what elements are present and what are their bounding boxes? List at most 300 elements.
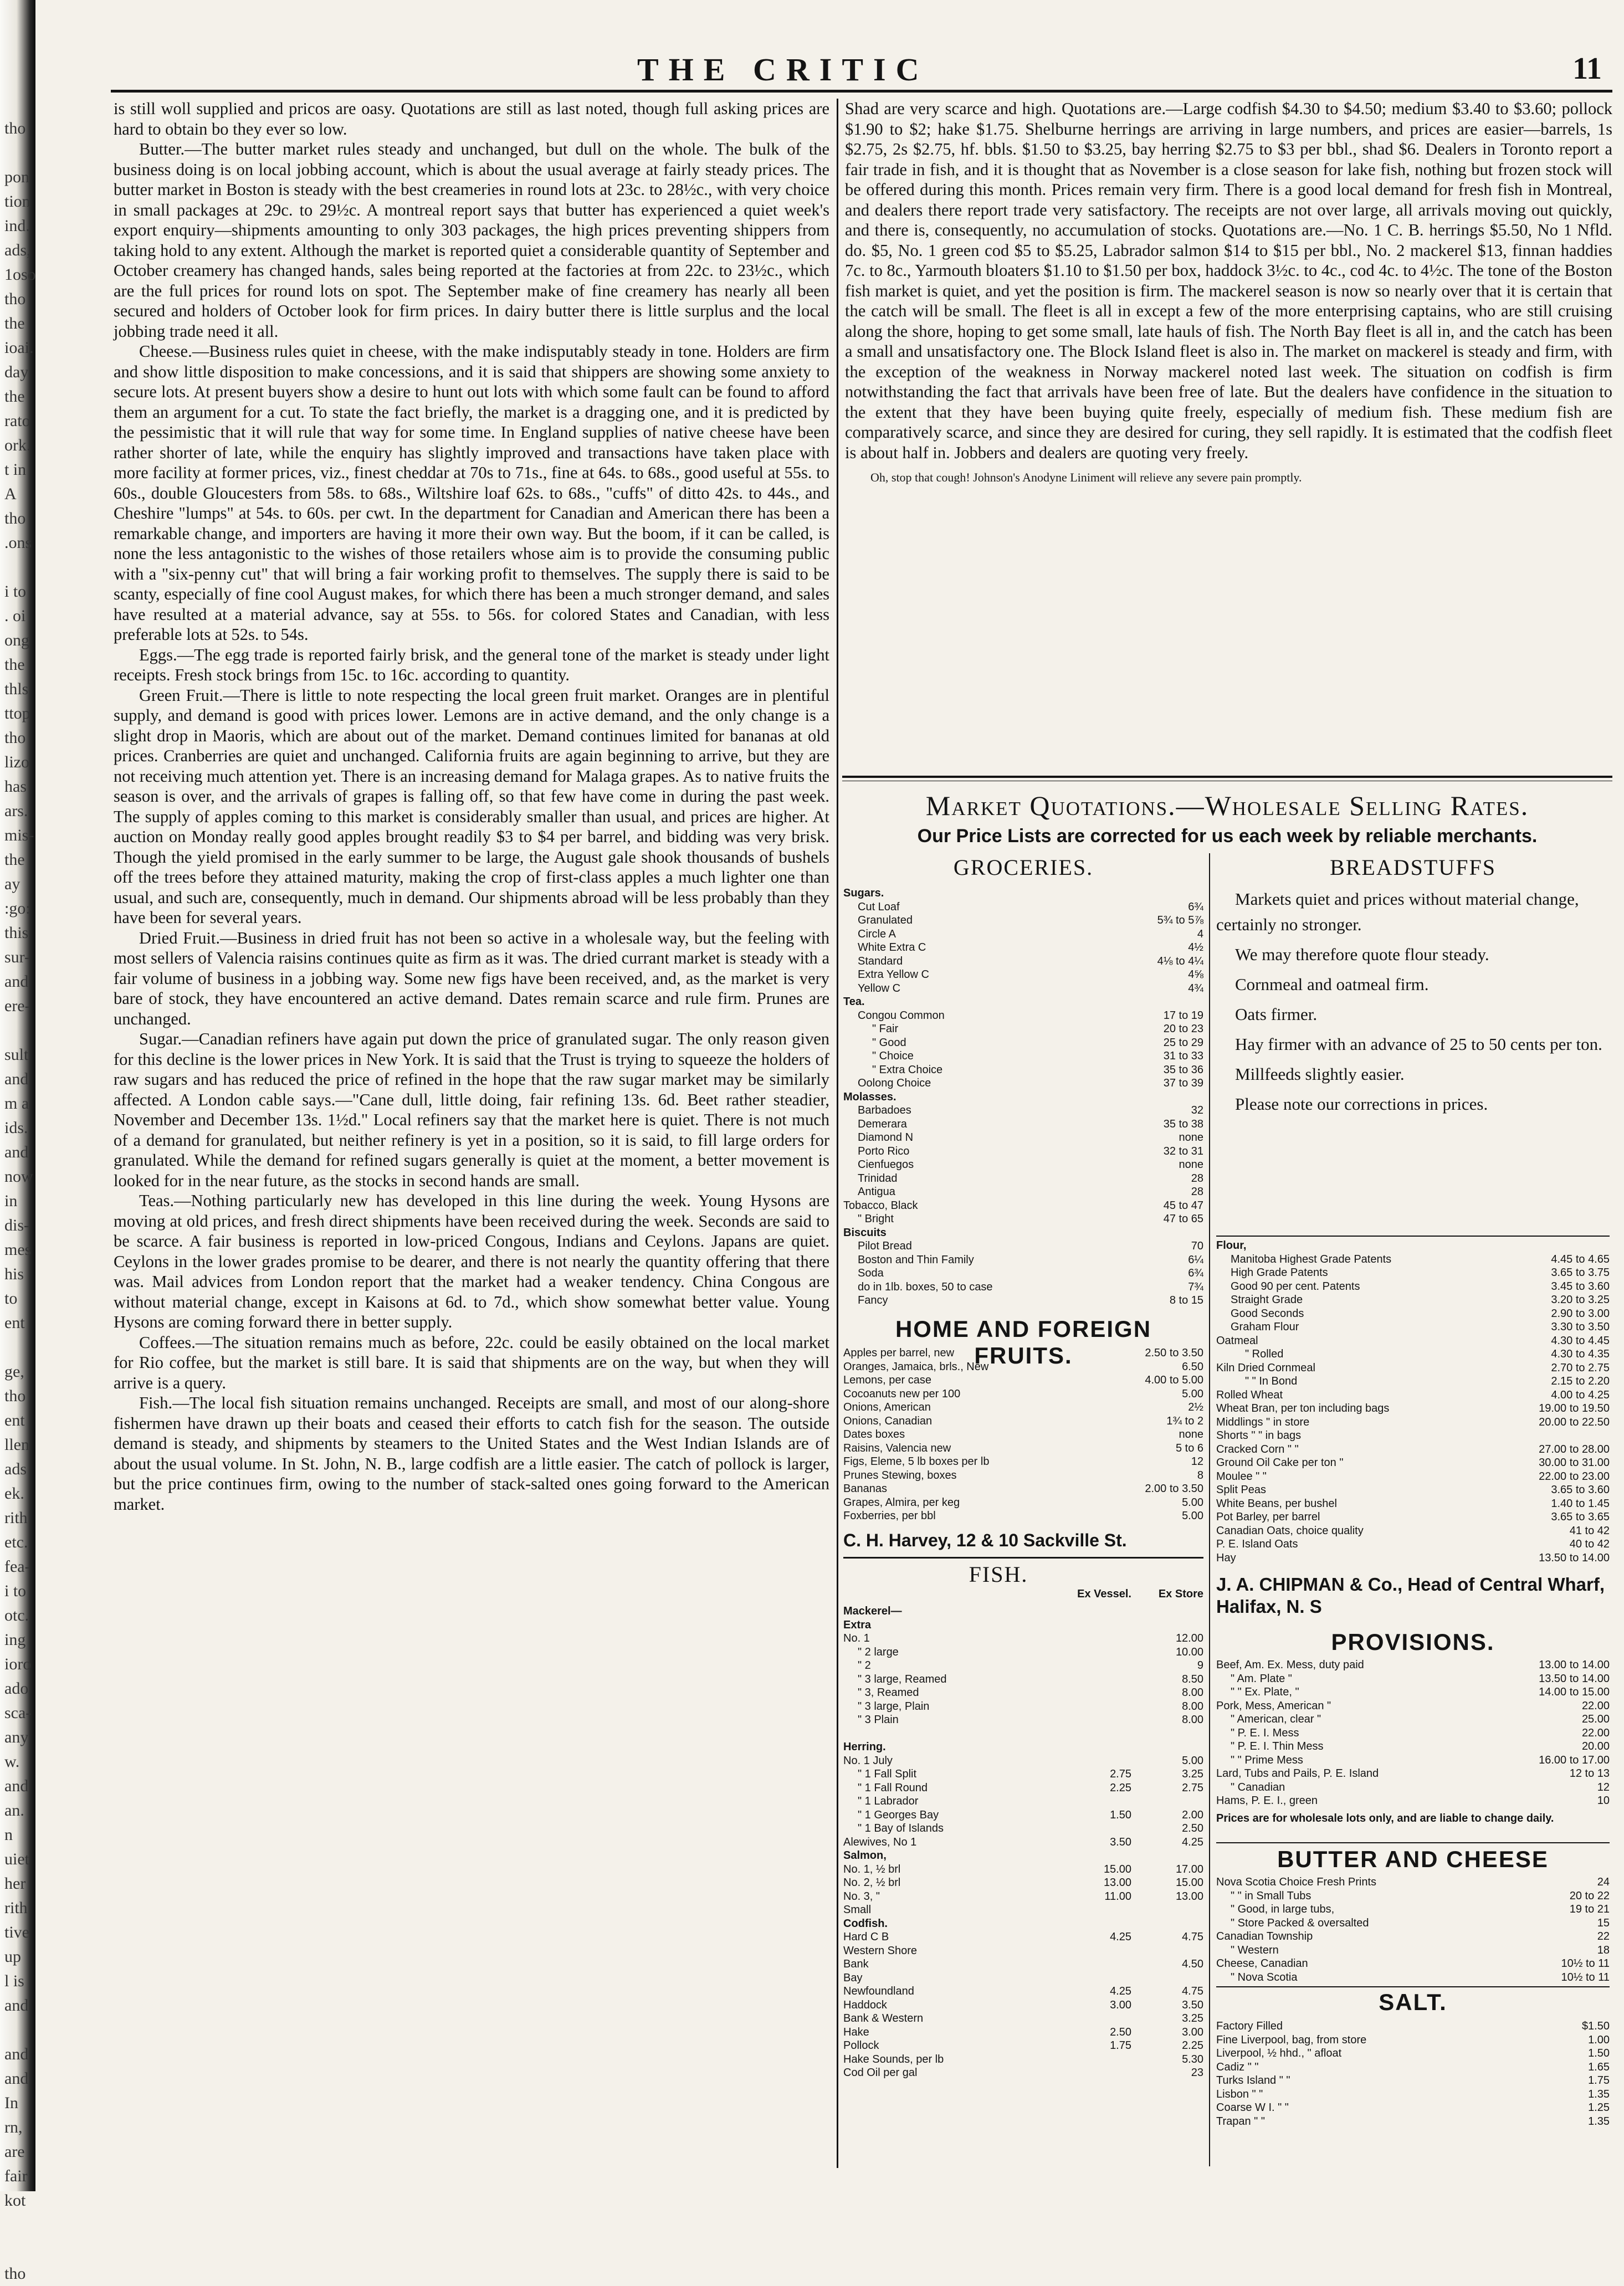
price-item: " " Ex. Plate, " <box>1231 1686 1299 1698</box>
price-item: Circle A <box>858 927 896 940</box>
price-value: 45 to 47 <box>1163 1199 1203 1212</box>
price-item: Extra Yellow C <box>858 968 929 981</box>
breadstuffs-note: Millfeeds slightly easier. <box>1235 1064 1405 1084</box>
header-rule <box>111 90 1612 93</box>
price-row <box>843 955 1203 968</box>
bleed-word: In <box>4 2094 18 2112</box>
price-item: " Am. Plate " <box>1231 1672 1292 1685</box>
price-item: Demerara <box>858 1118 907 1130</box>
price-row <box>843 1212 1203 1226</box>
page-number: 11 <box>1572 52 1602 86</box>
bleed-word: n <box>4 1826 13 1844</box>
price-row <box>1216 1429 1610 1443</box>
price-value: 18 <box>1597 1944 1610 1956</box>
price-row <box>843 1428 1203 1442</box>
price-vessel: 11.00 <box>1104 1890 1131 1903</box>
price-row <box>843 1795 1203 1808</box>
price-row <box>843 1767 1203 1781</box>
price-item: Herring. <box>843 1741 886 1753</box>
price-row <box>843 1414 1203 1428</box>
price-item: do in 1lb. boxes, 50 to case <box>858 1280 993 1293</box>
provisions-note: Prices are for wholesale lots only, and are liable to change daily. <box>1216 1812 1554 1824</box>
price-row <box>1216 1699 1610 1713</box>
report-paragraph: Green Fruit.—There is little to note respecting the local green fruit market. Oranges are in plentiful supply, and demand is good with prices lower. Lemons are in active demand, and the only change is a slight drop in Maoris, which are about out of the market. Demand continues limited for bananas at old prices. Cranberries are quiet and unchanged. California fruits are again beginning to arrive, but they are not receiving much attention yet. There is an increasing demand for Malaga grapes. As to native fruits the season is over, and the arrivals of grapes is falling off, so that few have come in during the past week. The supply of apples coming to this market is considerably smaller than usual, and prices are higher. At auction on Monday really good apples brought readily $3 to $4 per barrel, and bidding was very brisk. Though the yield promised in the early summer to be large, the August gale shook thousands of bushels off the trees before they attained maturity, making the crop of first-class apples a much lighter one than usual, and such are, consequently, much in demand. Our shipments abroad will be less probably than they have been for several years. <box>114 685 829 927</box>
price-store: 4.75 <box>1182 1985 1203 1997</box>
breadstuffs-note: Hay firmer with an advance of 25 to 50 cents per ton. <box>1235 1034 1602 1054</box>
price-row <box>843 1009 1203 1023</box>
price-vessel <box>1059 1605 1131 1618</box>
price-row <box>843 1401 1203 1414</box>
price-value: 5¾ to 5⅞ <box>1157 914 1203 926</box>
price-value: 4⅝ <box>1188 968 1203 981</box>
price-row <box>1216 1443 1610 1457</box>
price-row <box>1216 1781 1610 1795</box>
price-item: Haddock <box>843 1998 887 2011</box>
price-value: 1¾ to 2 <box>1166 1414 1203 1427</box>
price-value: 22.00 <box>1581 1699 1610 1712</box>
price-store: 3.25 <box>1182 2012 1203 2024</box>
price-value: 3.45 to 3.60 <box>1551 1280 1610 1293</box>
bleed-word <box>4 1335 71 1360</box>
price-store: 2.00 <box>1182 1808 1203 1821</box>
price-value: 2.70 to 2.75 <box>1551 1361 1610 1374</box>
price-value: 4.00 to 5.00 <box>1145 1374 1203 1386</box>
price-value: none <box>1179 1159 1203 1171</box>
price-row <box>843 1944 1203 1958</box>
price-row <box>843 1049 1203 1063</box>
price-row <box>843 1890 1203 1904</box>
price-value: 7¾ <box>1188 1280 1203 1293</box>
price-item: Rolled Wheat <box>1216 1388 1283 1401</box>
price-item: " 3 large, Plain <box>858 1700 930 1713</box>
price-value: 4¾ <box>1188 982 1203 995</box>
price-value: 4.00 to 4.25 <box>1551 1388 1610 1401</box>
price-value: 20.00 to 22.50 <box>1539 1416 1610 1428</box>
breadstuffs-note: Please note our corrections in prices. <box>1235 1094 1488 1114</box>
price-item: White Beans, per bushel <box>1216 1497 1337 1510</box>
price-store: 8.00 <box>1182 1700 1203 1713</box>
price-item: " " in Small Tubs <box>1231 1889 1312 1902</box>
price-row <box>1216 1658 1610 1672</box>
bleed-word: an. <box>4 1801 24 1819</box>
bleed-word: ing <box>4 1631 26 1649</box>
price-item: Soda <box>858 1267 884 1279</box>
price-item: No. 1 <box>843 1632 870 1644</box>
price-row <box>1216 2115 1610 2129</box>
price-row <box>1216 2074 1610 2088</box>
price-value: 15 <box>1597 1916 1610 1929</box>
price-row <box>843 1496 1203 1510</box>
price-row <box>843 1849 1203 1863</box>
price-row <box>843 927 1203 941</box>
breadstuffs-note: We may therefore quote flour steady. <box>1235 945 1489 964</box>
market-inner-divider <box>1209 853 1210 2166</box>
price-row <box>843 1713 1203 1727</box>
price-vessel: 13.00 <box>1103 1877 1131 1889</box>
bleed-word: t in <box>4 460 27 479</box>
price-store: 17.00 <box>1175 1863 1203 1875</box>
price-item: Oatmeal <box>1216 1334 1258 1347</box>
price-row <box>843 1145 1203 1159</box>
price-item: " 1 Bay of Islands <box>858 1822 944 1834</box>
price-row <box>843 1294 1203 1308</box>
price-item: Salmon, <box>843 1849 887 1862</box>
price-item: " " In Bond <box>1245 1375 1298 1387</box>
price-item: " 3 Plain <box>858 1714 899 1726</box>
price-row <box>843 1172 1203 1186</box>
price-row <box>1216 2061 1610 2074</box>
price-row <box>843 1605 1203 1618</box>
flour-top-rule <box>1216 1236 1610 1237</box>
price-item: Canadian Oats, choice quality <box>1216 1524 1364 1537</box>
chipman-advertisement: J. A. CHIPMAN & Co., Head of Central Wharf, Halifax, N. S <box>1216 1574 1605 1617</box>
price-row <box>843 1632 1203 1646</box>
bleed-word: sur- <box>4 948 30 966</box>
bleed-word: thls <box>4 680 29 698</box>
price-row <box>843 1267 1203 1280</box>
report-paragraph: Eggs.—The egg trade is reported fairly brisk, and the general tone of the market is steady under light receipts. Fresh stock brings from 15c. to 16c. according to quantity. <box>114 645 829 684</box>
bleed-word: has <box>4 777 27 796</box>
bleed-word: and <box>4 2069 29 2088</box>
fish-col-vessel: Ex Vessel. <box>1077 1588 1131 1600</box>
price-item: Western Shore <box>843 1944 918 1957</box>
price-item: " " Prime Mess <box>1231 1754 1303 1766</box>
breadstuffs-note: Cornmeal and oatmeal firm. <box>1235 975 1429 994</box>
report-paragraph: Fish.—The local fish situation remains unchanged. Receipts are small, and most of our along-shore fishermen have drawn up their boats and ceased their efforts to catch fish for the season. The outside demand is steady, and shipments by steamers to the United States and the West Indian Islands are of about the usual volume. In St. John, N. B., large codfish are a little easier. The catch of pollock is larger, but the price continues firm, owing to the number of stack-salted ones going forward to the American market. <box>114 1393 829 1514</box>
price-item: Bank & Western <box>843 2012 924 2024</box>
price-item: Hake Sounds, per lb <box>843 2053 944 2065</box>
price-row <box>1216 1537 1610 1551</box>
price-item: No. 2, ½ brl <box>843 1877 901 1889</box>
bleed-word: :go: <box>4 899 30 918</box>
price-item: Figs, Eleme, 5 lb boxes per lb <box>843 1455 990 1468</box>
price-vessel: 3.50 <box>1110 1836 1131 1848</box>
bleed-word: the <box>4 850 25 869</box>
price-store <box>1131 1605 1203 1618</box>
provisions-heading: PROVISIONS. <box>1331 1629 1495 1655</box>
price-store: 3.50 <box>1182 1998 1203 2011</box>
price-value: 13.00 to 14.00 <box>1539 1659 1610 1671</box>
price-item: Good Seconds <box>1231 1307 1304 1320</box>
price-item: Congou Common <box>858 1009 945 1022</box>
price-row <box>843 1346 1203 1360</box>
price-item: Nova Scotia Choice Fresh Prints <box>1216 1876 1377 1888</box>
price-row <box>843 1158 1203 1172</box>
price-store: 13.00 <box>1175 1890 1203 1903</box>
price-item: Shorts " " in bags <box>1216 1429 1302 1442</box>
price-value: 31 to 33 <box>1163 1050 1203 1062</box>
price-item: " Good, in large tubs, <box>1231 1903 1335 1915</box>
price-value: 22.00 to 23.00 <box>1539 1470 1610 1483</box>
report-paragraph: Shad are very scarce and high. Quotations are.—Large codfish $4.30 to $4.50; medium $3.40 to $3.60; pollock $1.90 to $2; hake $1.75. Shelburne herrings are arriving in large numbers, and prices are easier—barrels, 1s $2.75, 2s $2.75, hf. bbls. $1.50 to $3.25, bay herring $2.75 to $3 per bbl., shad $6. Dealers in Toronto report a fair trade in fish, and it is thought that as November is a close season for lake fish, nothing but frozen stock will be offered during this month. Prices remain very firm. There is a good local demand for fresh fish in Montreal, and dealers there report trade very satisfactory. The receipts are not over large, all arrivals moving out quickly, and there is, consequently, no accumulation of stocks. Quotations are.—No. 1 C. B. herrings $5.50, No 1 Nfld. do. $5, No. 1 green cod $5 to $5.25, Labrador salmon $14 to $15 per bbl., No. 2 mackerel $13, finnan haddies 7c. to 8c., Yarmouth bloaters $1.10 to $1.50 per box, haddock 3½c. to 4c., cod 4c. to 4½c. The tone of the Boston fish market is quiet, and yet the position is firm. The mackerel season is now so nearly over that it is certain that the catch will be small. The fleet is all in except a few of the more enterprising captains, who are still cruising along the shore, hoping to get some small, late hauls of fish. The North Bay fleet is all in, and the catch has been a small and unsatisfactory one. The Block Island fleet is also in. The market on mackerel is steady and firm, with the exception of the weakness in Norway mackerel noted last week. The situation on codfish is firm notwithstanding the fact that arrivals have been free of late. But the dealers have confidence in the situation to the extent that they have been buying quite freely, especially of medium fish. These medium fish are comparatively scarce, and since they are desired for curing, they sell rapidly. It is estimated that the codfish fleet is about half in. Jobbers and dealers are quoting very freely. <box>845 99 1612 462</box>
market-top-rule <box>842 776 1612 778</box>
price-store <box>1131 1740 1203 1754</box>
price-row <box>843 1700 1203 1714</box>
price-row <box>843 2026 1203 2039</box>
price-vessel <box>1059 1903 1131 1917</box>
price-item: Tobacco, Black <box>843 1199 918 1212</box>
bleed-word: ioai. <box>4 339 34 357</box>
bleed-word: ttop <box>4 704 30 722</box>
price-vessel: 2.25 <box>1110 1781 1131 1794</box>
price-value <box>1606 1239 1610 1253</box>
bleed-word: pon <box>4 168 29 186</box>
price-item: " Good <box>872 1036 906 1049</box>
price-value <box>1200 1090 1203 1104</box>
market-quotations-subtitle: Our Price Lists are corrected for us each week by reliable merchants. <box>917 826 1538 847</box>
price-value: 3.20 to 3.25 <box>1551 1294 1610 1306</box>
price-value: 16.00 to 17.00 <box>1539 1754 1610 1766</box>
report-paragraph: Sugar.—Canadian refiners have again put down the price of granulated sugar. The only reason given for this decline is the lower prices in New York. It is said that the Trust is trying to squeeze the holders of raw sugars and has reduced the price of refined in the hope that the raw sugar market may be similarly affected. A London cable says.—"Cane dull, little doing, fair refining 13s. 6d. Beet rather steadier, November and December 13s. 1½d." Local refiners say that the market here is quiet. There is not much of a demand for granulated, but neither refinery is yet in a position, so it is said, to fill large orders for granulated. While the demand for refined sugars generally is quiet at the moment, a better movement is looked for in the near future, as the stocks in second hands are small. <box>114 1029 829 1190</box>
report-paragraph: Teas.—Nothing particularly new has developed in this line during the week. Young Hysons are moving at old prices, and fresh direct shipments have been received during the week. Seconds are said to be scarce. A fair business is reported in low-priced Congous, Indians and Ceylons. Japans are quiet. Ceylons in the lower grades promise to be dearer, and there is not nearly the quantity offering that there was. Mail advices from London report that the market had a weaker tendency. China Congous are without material change, except in Kaisons at 6d. to 7d., which show somewhat better value. Young Hysons are coming forward there in better supply. <box>114 1191 829 1331</box>
price-row <box>1216 1767 1610 1781</box>
price-vessel <box>1059 1795 1131 1808</box>
price-item: Mackerel— <box>843 1605 902 1617</box>
bleed-word: sult <box>4 1045 29 1064</box>
price-item: Trinidad <box>858 1172 898 1185</box>
bleed-word: tho <box>4 290 26 308</box>
price-row <box>843 1836 1203 1849</box>
price-value: 4½ <box>1188 941 1203 954</box>
price-row <box>843 1754 1203 1768</box>
price-value: 22.00 <box>1581 1726 1610 1739</box>
bleed-word: ads <box>4 1460 27 1478</box>
bleed-word: and <box>4 2045 29 2063</box>
price-row <box>1216 1470 1610 1484</box>
price-value: 3.65 to 3.65 <box>1551 1511 1610 1523</box>
bleed-word: the <box>4 387 25 406</box>
price-vessel <box>1059 1917 1131 1931</box>
price-value: 20.00 <box>1581 1740 1610 1752</box>
price-item: " P. E. I. Thin Mess <box>1231 1740 1324 1752</box>
price-row <box>1216 1416 1610 1429</box>
price-vessel <box>1059 1944 1131 1958</box>
bleed-word: llen <box>4 1436 29 1454</box>
price-value: 10½ to 11 <box>1561 1957 1610 1970</box>
bleed-word: her <box>4 1874 26 1893</box>
price-value: 25.00 <box>1581 1713 1610 1725</box>
price-value <box>1200 995 1203 1009</box>
price-item: Pot Barley, per barrel <box>1216 1511 1320 1523</box>
bleed-word: mis- <box>4 826 34 844</box>
price-row <box>843 1104 1203 1118</box>
bleed-word: day <box>4 363 29 381</box>
price-item: " Extra Choice <box>872 1063 943 1076</box>
price-item: " 3 large, Reamed <box>858 1673 947 1685</box>
price-row <box>1216 1971 1610 1985</box>
price-row <box>843 1063 1203 1077</box>
price-value: 12 to 13 <box>1569 1767 1610 1780</box>
bleed-word: dis- <box>4 1216 29 1234</box>
price-row <box>843 1090 1203 1104</box>
price-value: 1.35 <box>1588 2115 1610 2128</box>
price-row <box>843 1387 1203 1401</box>
price-row <box>1216 1754 1610 1767</box>
price-item: " Store Packed & oversalted <box>1231 1916 1369 1929</box>
price-row <box>1216 1483 1610 1497</box>
report-paragraph: Dried Fruit.—Business in dried fruit has not been so active in a wholesale way, but the feeling with most sellers of Valencia raisins continues quite as firm as it was. The dried currant market is steady with a fair volume of business in a jobbing way. Some new figs have been received, and, as the market is very bare of stock, they have encountered an active demand. Dates remain scarce and rule firm. Prunes are unchanged. <box>114 928 829 1028</box>
price-row <box>843 1199 1203 1213</box>
price-value: 2.00 to 3.50 <box>1145 1483 1203 1495</box>
bleed-word: fair <box>4 2167 28 2185</box>
price-item: " Canadian <box>1231 1781 1285 1793</box>
price-item: Cracked Corn " " <box>1216 1443 1299 1455</box>
price-store: 4.25 <box>1182 1836 1203 1848</box>
price-item: Standard <box>858 955 903 967</box>
price-row <box>843 1469 1203 1483</box>
bleed-word: l is <box>4 1972 24 1990</box>
price-item: " 1 Georges Bay <box>858 1808 939 1821</box>
price-store: 15.00 <box>1175 1877 1203 1889</box>
bleed-word: tho <box>4 1387 26 1405</box>
price-row <box>1216 1524 1610 1538</box>
price-value: 20 to 23 <box>1163 1023 1203 1035</box>
price-vessel <box>1059 1659 1131 1673</box>
provisions-table <box>1216 1658 1610 1808</box>
price-vessel <box>1059 1727 1131 1741</box>
price-store <box>1131 1971 1203 1985</box>
bleed-word: any <box>4 1728 29 1746</box>
price-value: 6¼ <box>1188 1253 1203 1266</box>
bleed-word: . oi <box>4 607 26 625</box>
butter-cheese-heading: BUTTER AND CHEESE <box>1277 1846 1549 1872</box>
price-row <box>843 1903 1203 1917</box>
price-row <box>843 995 1203 1009</box>
bleed-word: ado <box>4 1679 29 1698</box>
price-row <box>1216 1510 1610 1524</box>
fish-heading: FISH. <box>969 1562 1028 1587</box>
price-store: 9 <box>1197 1659 1203 1672</box>
bleed-word: rith <box>4 1899 28 1917</box>
price-vessel <box>1059 1686 1131 1700</box>
breadstuffs-note: Oats firmer. <box>1235 1004 1318 1024</box>
price-item: Bananas <box>843 1483 887 1495</box>
price-item: Onions, American <box>843 1401 931 1413</box>
bleed-word: mes <box>4 1241 32 1259</box>
price-vessel <box>1059 1646 1131 1659</box>
price-row <box>843 1482 1203 1496</box>
price-value: 4.30 to 4.35 <box>1551 1348 1610 1360</box>
price-value: 5.00 <box>1182 1496 1203 1509</box>
price-row <box>843 1863 1203 1877</box>
price-vessel <box>1059 2053 1131 2067</box>
price-vessel <box>1059 1713 1131 1727</box>
price-item: Dates boxes <box>843 1428 905 1441</box>
bleed-word: otc. <box>4 1606 29 1624</box>
bleed-word: m a <box>4 1094 29 1113</box>
price-item: Hard C B <box>843 1931 889 1943</box>
price-row <box>1216 2020 1610 2033</box>
price-item: Cheese, Canadian <box>1216 1957 1308 1970</box>
price-value: 1.00 <box>1588 2033 1610 2046</box>
price-row <box>843 1971 1203 1985</box>
price-item: Beef, Am. Ex. Mess, duty paid <box>1216 1659 1364 1671</box>
price-row <box>1216 2047 1610 2061</box>
price-value: 1.50 <box>1588 2047 1610 2059</box>
price-row <box>843 1727 1203 1741</box>
price-vessel: 1.50 <box>1110 1808 1131 1821</box>
price-row <box>843 900 1203 914</box>
price-row <box>843 1673 1203 1687</box>
price-value: 35 to 38 <box>1163 1118 1203 1130</box>
price-vessel <box>1059 1618 1131 1632</box>
price-item: Grapes, Almira, per keg <box>843 1496 960 1509</box>
price-value: 8 to 15 <box>1169 1294 1203 1306</box>
price-value: 4.30 to 4.45 <box>1551 1334 1610 1347</box>
bleed-word: in <box>4 1192 18 1210</box>
price-item: Codfish. <box>843 1917 888 1930</box>
price-row <box>1216 1280 1610 1294</box>
price-row <box>843 1253 1203 1267</box>
bleed-word: ads, <box>4 241 31 259</box>
price-item: Split Peas <box>1216 1484 1267 1496</box>
price-item: Apples per barrel, new <box>843 1347 955 1359</box>
bleed-word: ork. <box>4 436 31 454</box>
price-item: Pork, Mess, American " <box>1216 1699 1331 1712</box>
price-item: Graham Flour <box>1231 1321 1299 1333</box>
price-row <box>843 968 1203 982</box>
price-value: 2½ <box>1188 1401 1203 1413</box>
price-item: " American, clear " <box>1231 1713 1321 1725</box>
price-row <box>843 1239 1203 1253</box>
price-row <box>1216 1253 1610 1267</box>
price-row <box>1216 1930 1610 1944</box>
price-value: 28 <box>1191 1186 1203 1198</box>
price-value: 1.65 <box>1588 2061 1610 2073</box>
price-item: Bank <box>843 1958 869 1970</box>
price-item: P. E. Island Oats <box>1216 1538 1298 1550</box>
price-item: Middlings " in store <box>1216 1416 1310 1428</box>
price-value: 1.25 <box>1588 2102 1610 2114</box>
bleed-word: the <box>4 655 25 674</box>
bleed-word: to <box>4 1289 18 1308</box>
price-row <box>1216 1794 1610 1808</box>
price-row <box>843 1036 1203 1050</box>
price-value: 5.00 <box>1182 1510 1203 1522</box>
price-row <box>1216 1307 1610 1321</box>
report-paragraph: Cheese.—Business rules quiet in cheese, with the make indisputably steady in tone. Holders are firm and show little disposition to make concessions, and it is said that shippers are showing some anxiety to secure lots. At present buyers show a desire to hunt out lots with which some fault can be found to afford them an argument for a cut. To state the fact briefly, the market is a dragging one, and it is predicted by the pessimistic that it will rule that way for some time. In England supplies of native cheese have been rather shorter of late, while the enquiry has slightly improved and transactions have taken place with more facility at former prices, viz., finest cheddar at 70s to 71s., fine at 64s. to 68s., good useful at 55s. to 60s., double Gloucesters from 58s. to 68s., Wiltshire loaf 62s. to 68s., "cuffs" of ditto 42s. to 44s., and Cheshire "lumps" at 54s. to 60s. per cwt. In the department for Canadian and American there has been a remarkable change, and importers are having it more their own way. But the boom, if it can be called, is none the less antagonistic to the wishes of those retailers whose aim is to provide the consuming public with a "six-penny cut" that will bring a fair working profit to themselves. The supply there is said to be scanty, especially of fine cool August makes, for which there has been a much stronger demand, and sales have resulted at a material advance, say at 55s. to 56s. for colored States and Canadian, with less preferable lots at 52s. to 54s. <box>114 342 829 644</box>
price-row <box>843 2053 1203 2067</box>
bleed-word <box>4 2018 71 2042</box>
price-row <box>843 1118 1203 1131</box>
price-row <box>843 1618 1203 1632</box>
price-item: " 2 <box>858 1659 871 1672</box>
price-store: 23 <box>1191 2067 1203 2079</box>
price-row <box>843 1957 1203 1971</box>
breadstuffs-notes <box>1216 886 1610 1121</box>
price-item: Ground Oil Cake per ton " <box>1216 1457 1344 1469</box>
price-item: " Choice <box>872 1050 914 1062</box>
price-row <box>843 1808 1203 1822</box>
price-value: 22 <box>1597 1930 1610 1942</box>
bleed-word: the <box>4 314 25 332</box>
butter-top-rule <box>1216 1842 1610 1843</box>
flour-table <box>1216 1239 1610 1565</box>
fish-col-store: Ex Store <box>1158 1588 1203 1600</box>
price-vessel: 4.25 <box>1110 1985 1131 1997</box>
price-item: " Western <box>1231 1944 1279 1956</box>
price-row <box>1216 1875 1610 1889</box>
bleed-word: tho <box>4 729 26 747</box>
price-value: 19.00 to 19.50 <box>1539 1402 1610 1414</box>
price-item: Lemons, per case <box>843 1374 931 1386</box>
price-value: 2.90 to 3.00 <box>1551 1307 1610 1320</box>
price-value: 28 <box>1191 1172 1203 1185</box>
price-row <box>1216 1388 1610 1402</box>
groceries-heading: GROCERIES. <box>953 855 1094 880</box>
price-value <box>1200 1226 1203 1240</box>
price-value: 24 <box>1597 1876 1610 1888</box>
